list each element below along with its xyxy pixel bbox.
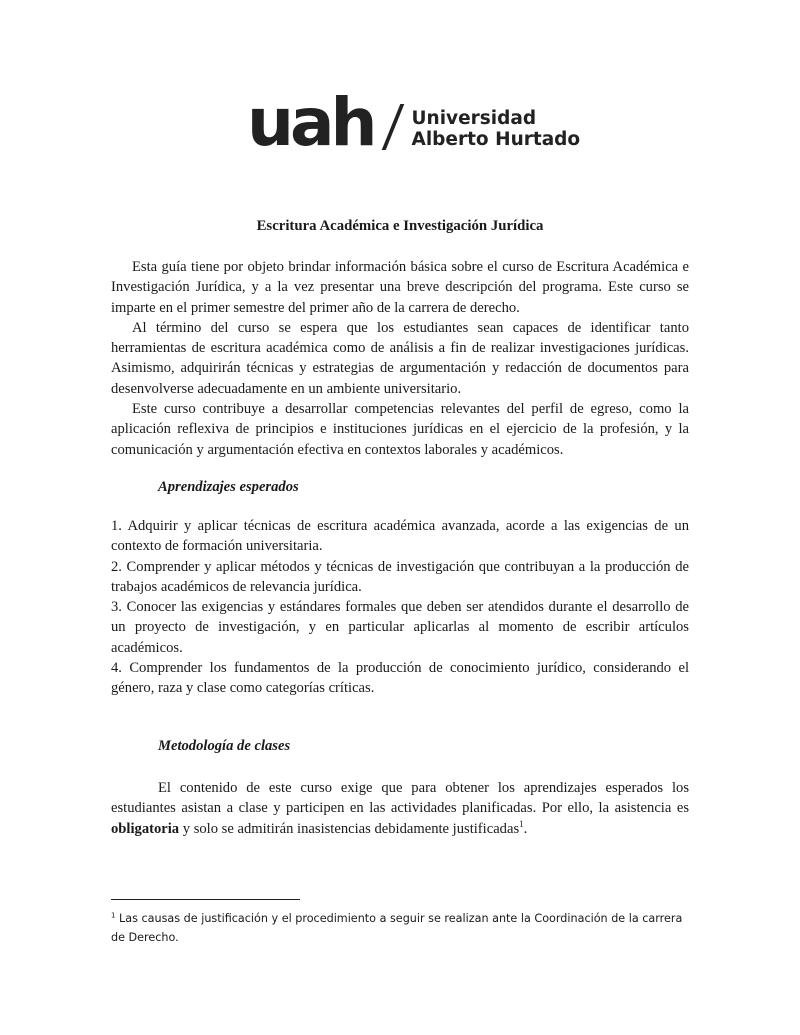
outcome-item-2: 2. Comprender y aplicar métodos y técnicas de investigación que contribuyan a la producción de trabajos académicos de relevancia jurídica. xyxy=(111,558,689,595)
methodology-text-1: El contenido de este curso exige que para obtener los aprendizajes esperados los estudiantes asistan a clase y participen en las actividades planificadas. Por ello, la asistencia es xyxy=(111,780,689,817)
footnote xyxy=(111,909,691,947)
intro-paragraph-2: Al término del curso se espera que los estudiantes sean capaces de identificar tanto herramientas de escritura académica como de análisis a fin de realizar investigaciones jurídicas. Asimismo, adquirirán técnicas y estrategias de argumentación y redacción de documentos para desenvolverse adecuadamente en un ambiente universitario. xyxy=(111,319,689,397)
methodology-section xyxy=(111,778,689,839)
outcome-item-3: 3. Conocer las exigencias y estándares formales que deben ser atendidos durante el desarrollo de un proyecto de investigación, y en particular aplicarlas al momento de escribir artículos académicos. xyxy=(111,599,689,656)
document-title: Escritura Académica e Investigación Jurídica xyxy=(256,218,544,234)
university-logo xyxy=(247,84,581,161)
footnote-text: Las causas de justificación y el procedimiento a seguir se realizan ante la Coordinación de la carrera de Derecho. xyxy=(111,912,683,944)
logo-wordmark xyxy=(412,108,581,150)
intro-section xyxy=(111,257,689,460)
intro-paragraph-1: Esta guía tiene por objeto brindar información básica sobre el curso de Escritura Académica e Investigación Jurídica, y a la vez presentar una breve descripción del programa. Este curso se imparte en el primer semestre del primer año de la carrera de derecho. xyxy=(111,259,689,316)
footnote-divider xyxy=(111,899,300,900)
methodology-end: . xyxy=(523,820,528,837)
footnote-marker: 1 xyxy=(111,911,116,920)
methodology-bold-word: obligatoria xyxy=(111,820,180,837)
methodology-heading: Metodología de clases xyxy=(158,738,291,754)
intro-paragraph-3: Este curso contribuye a desarrollar competencias relevantes del perfil de egreso, como la aplicación reflexiva de principios e instituciones jurídicas en el ejercicio de la profesión, y la comunicación y argumentación efectiva en contextos laborales y académicos. xyxy=(111,401,689,458)
footnote-reference[interactable]: 1 xyxy=(519,818,524,829)
methodology-paragraph xyxy=(111,778,689,839)
outcome-item-4: 4. Comprender los fundamentos de la producción de conocimiento jurídico, considerando el género, raza y clase como categorías críticas. xyxy=(111,660,689,697)
logo-line-2: Alberto Hurtado xyxy=(411,129,581,150)
outcome-item-1: 1. Adquirir y aplicar técnicas de escritura académica avanzada, acorde a las exigencias de un contexto de formación universitaria. xyxy=(111,518,689,555)
logo-slash-icon xyxy=(384,106,402,148)
outcomes-list xyxy=(111,516,689,699)
methodology-text-2: y solo se admitirán inasistencias debidamente justificadas xyxy=(179,820,520,837)
logo-mark: uah xyxy=(247,84,374,161)
outcomes-heading: Aprendizajes esperados xyxy=(158,479,299,495)
logo-line-1: Universidad xyxy=(411,108,537,129)
